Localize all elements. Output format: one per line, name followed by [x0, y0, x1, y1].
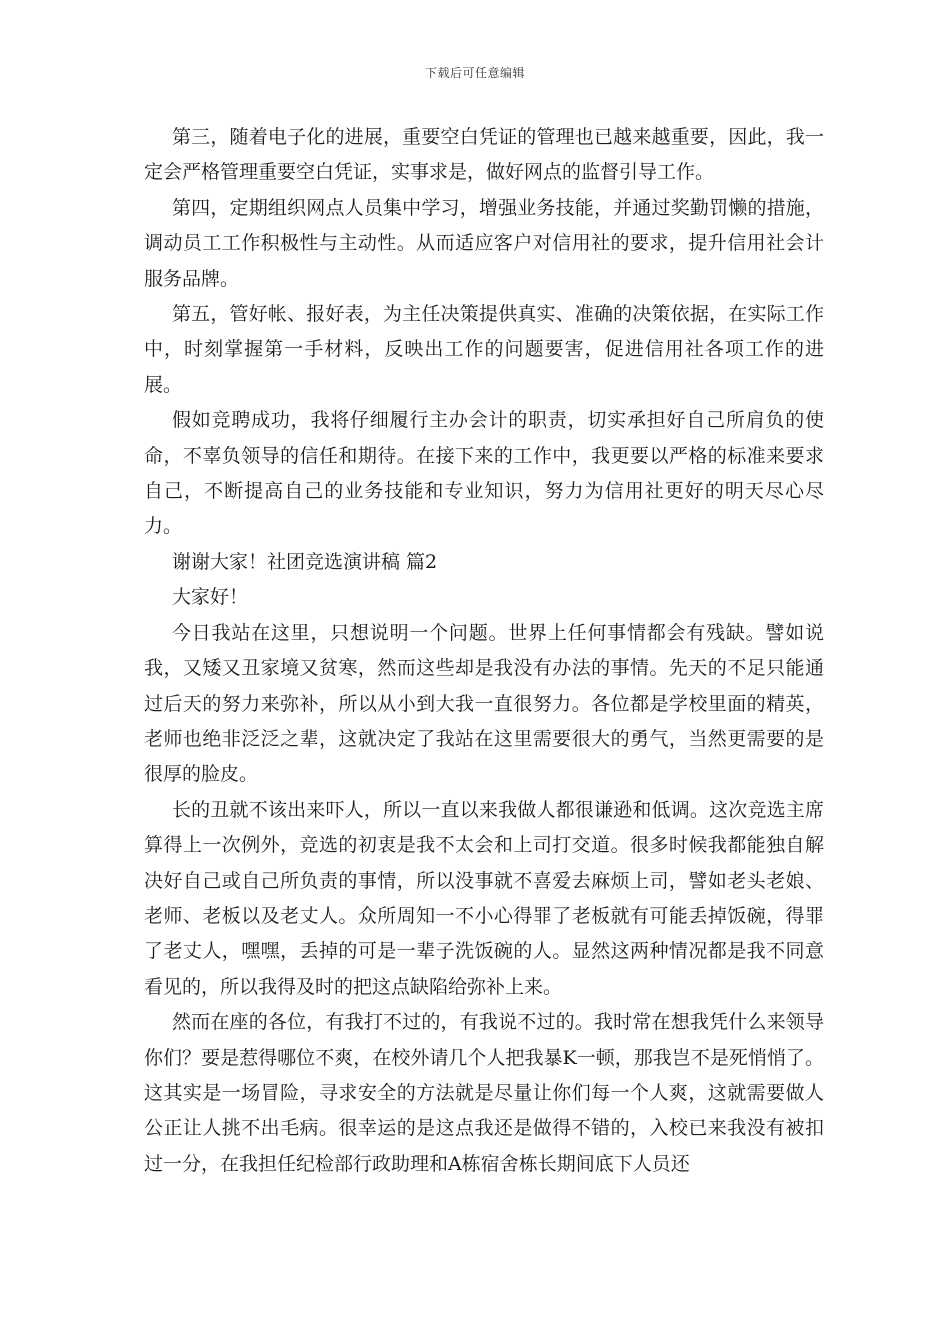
document-body: [144, 120, 824, 1182]
paragraph: 第五，管好帐、报好表，为主任决策提供真实、准确的决策依据，在实际工作中，时刻掌握第一手材料，反映出工作的问题要害，促进信用社各项工作的进展。: [144, 303, 824, 396]
greeting: 大家好！: [172, 586, 249, 609]
paragraph: 第四，定期组织网点人员集中学习，增强业务技能，并通过奖勤罚懒的措施，调动员工工作积极性与主动性。从而适应客户对信用社的要求，提升信用社会计服务品牌。: [144, 196, 824, 290]
page-header: 下载后可任意编辑: [424, 66, 525, 80]
paragraph: 第三，随着电子化的进展，重要空白凭证的管理也已越来越重要，因此，我一定会严格管理重要空白凭证，实事求是，做好网点的监督引导工作。: [144, 126, 824, 184]
paragraph: 然而在座的各位，有我打不过的，有我说不过的。我时常在想我凭什么来领导你们？要是惹得哪位不爽，在校外请几个人把我暴K一顿，那我岂不是死悄悄了。这其实是一场冒险，寻求安全的方法就是尽量让你们每一个人爽，这就需要做人公正让人挑不出毛病。很幸运的是这点我还是做得不错的，入校已来我没有被扣过一分，在我担任纪检部行政助理和A栋宿舍栋长期间底下人员还: [144, 1011, 824, 1175]
paragraph: 长的丑就不该出来吓人，所以一直以来我做人都很谦逊和低调。这次竞选主席算得上一次例外，竞选的初衷是我不太会和上司打交道。很多时候我都能独自解决好自己或自己所负责的事情，所以没事就不喜爱去麻烦上司，譬如老头老娘、老师、老板以及老丈人。众所周知一不小心得罪了老板就有可能丢掉饭碗，得罪了老丈人，嘿嘿，丢掉的可是一辈子洗饭碗的人。显然这两种情况都是我不同意看见的，所以我得及时的把这点缺陷给弥补上来。: [144, 798, 824, 998]
paragraph: 假如竞聘成功，我将仔细履行主办会计的职责，切实承担好自己所肩负的使命，不辜负领导的信任和期待。在接下来的工作中，我更要以严格的标准来要求自己，不断提高自己的业务技能和专业知识，努力为信用社更好的明天尽心尽力。: [144, 409, 824, 538]
section-title: 谢谢大家！社团竞选演讲稿 篇2: [172, 550, 438, 573]
paragraph: 今日我站在这里，只想说明一个问题。世界上任何事情都会有残缺。譬如说我，又矮又丑家境又贫寒，然而这些却是我没有办法的事情。先天的不足只能通过后天的努力来弥补，所以从小到大我一直很努力。各位都是学校里面的精英，老师也绝非泛泛之辈，这就决定了我站在这里需要很大的勇气，当然更需要的是很厚的脸皮。: [144, 621, 824, 786]
